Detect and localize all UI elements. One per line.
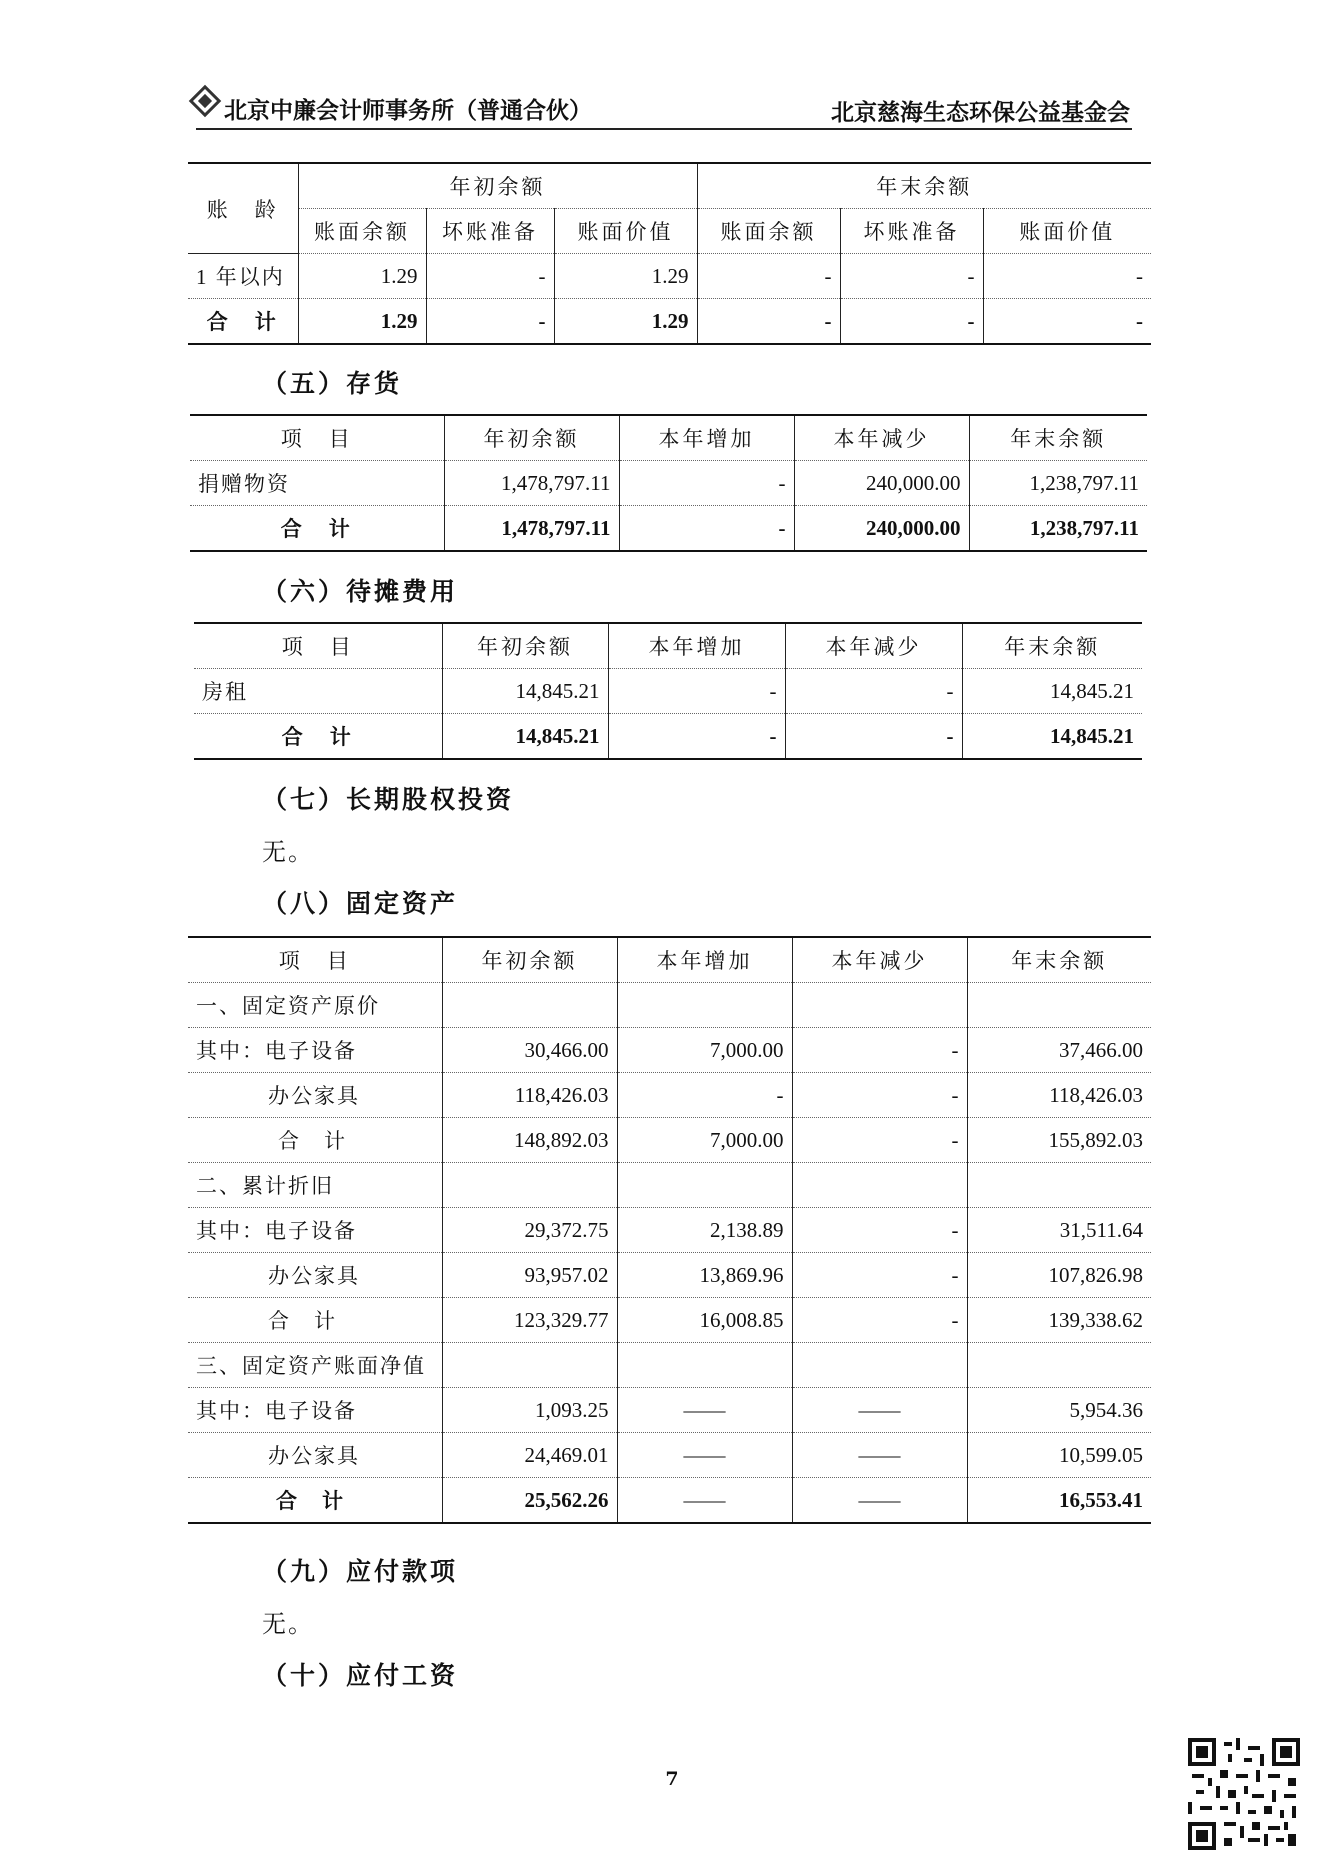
aging-subheader: 账面余额 bbox=[697, 209, 840, 254]
cell-value: 2,138.89 bbox=[617, 1208, 792, 1253]
page-header bbox=[196, 90, 1132, 130]
cell-value: 16,008.85 bbox=[617, 1298, 792, 1343]
col-header: 本年增加 bbox=[617, 937, 792, 983]
col-header: 本年减少 bbox=[792, 937, 967, 983]
cell-value: 148,892.03 bbox=[442, 1118, 617, 1163]
row-label: 合 计 bbox=[194, 714, 442, 760]
col-header: 年末余额 bbox=[967, 937, 1151, 983]
cell-value: - bbox=[608, 669, 785, 714]
cell-value: 14,845.21 bbox=[442, 714, 608, 760]
cell-value: 25,562.26 bbox=[442, 1478, 617, 1524]
col-header: 本年减少 bbox=[794, 415, 969, 461]
cell-value: - bbox=[792, 1208, 967, 1253]
cell-value: 7,000.00 bbox=[617, 1028, 792, 1073]
cell-value: - bbox=[619, 506, 794, 552]
cell-value bbox=[967, 1343, 1151, 1388]
cell-value: 13,869.96 bbox=[617, 1253, 792, 1298]
cell-value bbox=[442, 1343, 617, 1388]
cell-value: —— bbox=[792, 1433, 967, 1478]
aging-row-header: 账 龄 bbox=[188, 163, 298, 254]
cell-value: - bbox=[785, 669, 962, 714]
cell-value: 1.29 bbox=[298, 254, 426, 299]
cell-value: - bbox=[426, 254, 554, 299]
cell-value: 16,553.41 bbox=[967, 1478, 1151, 1524]
aging-subheader: 坏账准备 bbox=[426, 209, 554, 254]
cell-value: 107,826.98 bbox=[967, 1253, 1151, 1298]
col-header: 年初余额 bbox=[444, 415, 619, 461]
cell-value: 93,957.02 bbox=[442, 1253, 617, 1298]
table-row-total bbox=[194, 714, 1142, 760]
cell-value: - bbox=[792, 1073, 967, 1118]
cell-value bbox=[792, 1343, 967, 1388]
cell-value: - bbox=[840, 299, 983, 345]
cell-value bbox=[967, 983, 1151, 1028]
section-text: 无。 bbox=[262, 1610, 314, 1638]
page-number: 7 bbox=[665, 1768, 679, 1790]
qr-code-icon bbox=[1188, 1738, 1300, 1850]
header-client-name: 北京慈海生态环保公益基金会 bbox=[831, 99, 1130, 126]
aging-table bbox=[188, 162, 1151, 345]
cell-value: —— bbox=[617, 1433, 792, 1478]
cell-value: 155,892.03 bbox=[967, 1118, 1151, 1163]
cell-value bbox=[617, 1163, 792, 1208]
prepaid-table bbox=[194, 622, 1142, 760]
cell-value: —— bbox=[617, 1478, 792, 1524]
cell-value: 24,469.01 bbox=[442, 1433, 617, 1478]
cell-value: 14,845.21 bbox=[442, 669, 608, 714]
cell-value: 30,466.00 bbox=[442, 1028, 617, 1073]
section-text: 无。 bbox=[262, 838, 314, 866]
row-label: 合 计 bbox=[188, 1298, 442, 1343]
cell-value bbox=[967, 1163, 1151, 1208]
aging-group-end: 年末余额 bbox=[697, 163, 1151, 209]
table-row bbox=[194, 669, 1142, 714]
table-row-total bbox=[188, 299, 1151, 345]
section-title-wages-payable: （十）应付工资 bbox=[262, 1661, 459, 1690]
table-row-total bbox=[190, 506, 1147, 552]
cell-value: —— bbox=[792, 1388, 967, 1433]
table-row bbox=[188, 983, 1151, 1028]
section-title-prepaid: （六）待摊费用 bbox=[262, 577, 459, 606]
table-row bbox=[188, 1208, 1151, 1253]
col-header: 年初余额 bbox=[442, 623, 608, 669]
cell-value: - bbox=[792, 1028, 967, 1073]
row-label: 其中：电子设备 bbox=[188, 1388, 442, 1433]
row-label: 合 计 bbox=[188, 1118, 442, 1163]
col-header: 项 目 bbox=[188, 937, 442, 983]
cell-value: - bbox=[792, 1253, 967, 1298]
fixed-assets-table bbox=[188, 936, 1151, 1524]
cell-value: 14,845.21 bbox=[962, 669, 1142, 714]
table-row bbox=[190, 461, 1147, 506]
table-row-subtotal bbox=[188, 1118, 1151, 1163]
section-title-payables: （九）应付款项 bbox=[262, 1557, 459, 1586]
firm-logo-icon bbox=[188, 84, 222, 118]
table-row-subtotal bbox=[188, 1298, 1151, 1343]
row-label: 房租 bbox=[194, 669, 442, 714]
row-label: 办公家具 bbox=[188, 1073, 442, 1118]
section-title-equity-investment: （七）长期股权投资 bbox=[262, 785, 515, 814]
cell-value: - bbox=[619, 461, 794, 506]
cell-value bbox=[617, 983, 792, 1028]
cell-value: 1,238,797.11 bbox=[969, 506, 1147, 552]
cell-value: 5,954.36 bbox=[967, 1388, 1151, 1433]
cell-value: 37,466.00 bbox=[967, 1028, 1151, 1073]
cell-value: - bbox=[983, 254, 1151, 299]
cell-value: 1.29 bbox=[298, 299, 426, 345]
table-row-total bbox=[188, 1478, 1151, 1524]
cell-value: —— bbox=[617, 1388, 792, 1433]
table-row bbox=[188, 1163, 1151, 1208]
aging-subheader: 账面余额 bbox=[298, 209, 426, 254]
col-header: 项 目 bbox=[194, 623, 442, 669]
inventory-table bbox=[190, 414, 1147, 552]
table-row bbox=[188, 1073, 1151, 1118]
cell-value: 240,000.00 bbox=[794, 461, 969, 506]
table-row bbox=[188, 1433, 1151, 1478]
cell-value: - bbox=[840, 254, 983, 299]
cell-value: 240,000.00 bbox=[794, 506, 969, 552]
row-label: 合 计 bbox=[188, 1478, 442, 1524]
table-row bbox=[188, 1253, 1151, 1298]
cell-value: 1,093.25 bbox=[442, 1388, 617, 1433]
col-header: 本年增加 bbox=[608, 623, 785, 669]
cell-value: - bbox=[792, 1118, 967, 1163]
cell-value bbox=[442, 1163, 617, 1208]
section-title-fixed-assets: （八）固定资产 bbox=[262, 889, 459, 918]
row-label: 办公家具 bbox=[188, 1433, 442, 1478]
col-header: 项 目 bbox=[190, 415, 444, 461]
cell-value: - bbox=[617, 1073, 792, 1118]
aging-subheader: 账面价值 bbox=[554, 209, 697, 254]
cell-value: - bbox=[792, 1298, 967, 1343]
cell-value bbox=[792, 983, 967, 1028]
cell-value: 10,599.05 bbox=[967, 1433, 1151, 1478]
cell-value: - bbox=[608, 714, 785, 760]
row-label: 1 年以内 bbox=[188, 254, 298, 299]
cell-value: 1,478,797.11 bbox=[444, 461, 619, 506]
table-row bbox=[188, 1388, 1151, 1433]
row-label: 合 计 bbox=[190, 506, 444, 552]
col-header: 年初余额 bbox=[442, 937, 617, 983]
col-header: 本年增加 bbox=[619, 415, 794, 461]
cell-value bbox=[617, 1343, 792, 1388]
col-header: 本年减少 bbox=[785, 623, 962, 669]
row-label: 一、固定资产原价 bbox=[188, 983, 442, 1028]
cell-value: 14,845.21 bbox=[962, 714, 1142, 760]
cell-value: 7,000.00 bbox=[617, 1118, 792, 1163]
section-title-inventory: （五）存货 bbox=[262, 369, 403, 398]
row-label: 捐赠物资 bbox=[190, 461, 444, 506]
cell-value: 139,338.62 bbox=[967, 1298, 1151, 1343]
aging-subheader: 坏账准备 bbox=[840, 209, 983, 254]
cell-value bbox=[792, 1163, 967, 1208]
cell-value: - bbox=[697, 299, 840, 345]
col-header: 年末余额 bbox=[969, 415, 1147, 461]
col-header: 年末余额 bbox=[962, 623, 1142, 669]
cell-value: 1.29 bbox=[554, 299, 697, 345]
cell-value: 31,511.64 bbox=[967, 1208, 1151, 1253]
cell-value: 118,426.03 bbox=[967, 1073, 1151, 1118]
cell-value: 29,372.75 bbox=[442, 1208, 617, 1253]
table-row bbox=[188, 254, 1151, 299]
cell-value: 123,329.77 bbox=[442, 1298, 617, 1343]
cell-value: - bbox=[426, 299, 554, 345]
row-label: 三、固定资产账面净值 bbox=[188, 1343, 442, 1388]
cell-value: 1.29 bbox=[554, 254, 697, 299]
row-label: 其中：电子设备 bbox=[188, 1208, 442, 1253]
table-row bbox=[188, 1343, 1151, 1388]
row-label: 合 计 bbox=[188, 299, 298, 345]
cell-value: 118,426.03 bbox=[442, 1073, 617, 1118]
cell-value bbox=[442, 983, 617, 1028]
cell-value: - bbox=[983, 299, 1151, 345]
cell-value: 1,478,797.11 bbox=[444, 506, 619, 552]
cell-value: - bbox=[785, 714, 962, 760]
cell-value: 1,238,797.11 bbox=[969, 461, 1147, 506]
table-row bbox=[188, 1028, 1151, 1073]
row-label: 二、累计折旧 bbox=[188, 1163, 442, 1208]
cell-value: - bbox=[697, 254, 840, 299]
row-label: 办公家具 bbox=[188, 1253, 442, 1298]
aging-group-start: 年初余额 bbox=[298, 163, 697, 209]
row-label: 其中：电子设备 bbox=[188, 1028, 442, 1073]
aging-subheader: 账面价值 bbox=[983, 209, 1151, 254]
header-firm-name: 北京中廉会计师事务所（普通合伙） bbox=[224, 97, 592, 124]
cell-value: —— bbox=[792, 1478, 967, 1524]
